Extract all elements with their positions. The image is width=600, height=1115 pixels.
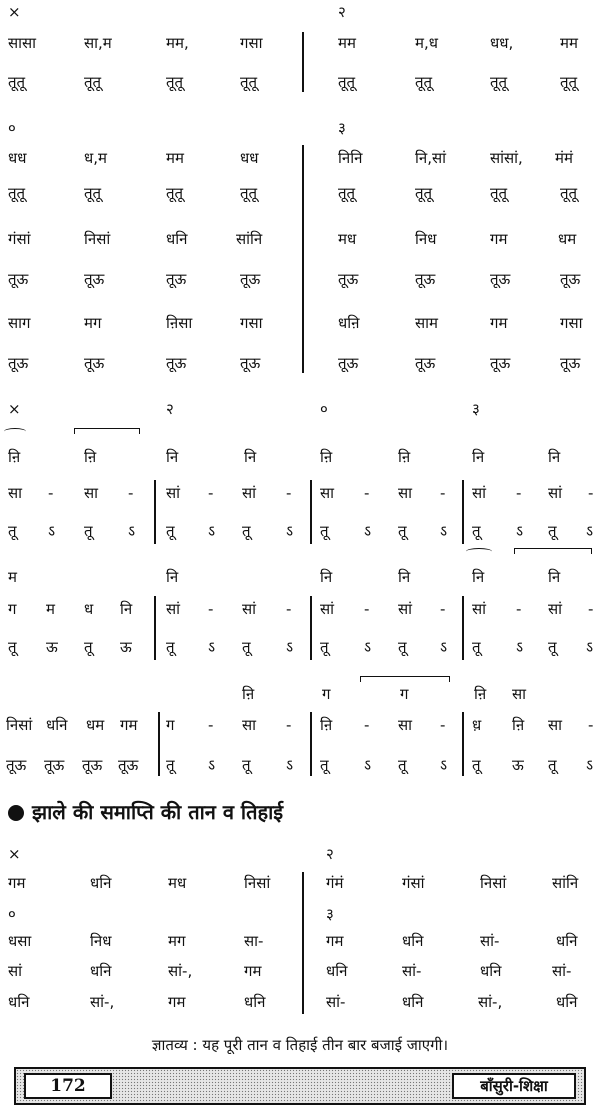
bol: तूतू bbox=[560, 184, 578, 202]
bol: तूऊ bbox=[415, 354, 436, 372]
swar: सां bbox=[242, 484, 257, 502]
swar: सां bbox=[398, 600, 413, 618]
bol: तूऊ bbox=[490, 354, 511, 372]
page-footer bbox=[14, 1067, 586, 1105]
swar: नि bbox=[548, 568, 561, 586]
swar: गसा bbox=[240, 314, 263, 332]
vibhag-divider bbox=[310, 596, 312, 660]
bol: तूऊ bbox=[240, 354, 261, 372]
swar: गम bbox=[168, 993, 186, 1011]
swar: साग bbox=[8, 314, 31, 332]
bol: तू bbox=[242, 638, 251, 656]
meend-arc bbox=[4, 428, 26, 435]
swar: सां- bbox=[552, 962, 572, 980]
swar: सां bbox=[548, 600, 563, 618]
swar: सां-, bbox=[168, 962, 193, 980]
bol: ऽ bbox=[286, 638, 294, 656]
bullet-icon bbox=[8, 805, 24, 821]
swar: सां bbox=[472, 600, 487, 618]
kan-bracket bbox=[514, 548, 592, 554]
bol: ऽ bbox=[440, 756, 448, 774]
notation-row bbox=[0, 484, 600, 504]
taal-marker: × bbox=[8, 3, 21, 21]
kan-bracket bbox=[74, 428, 140, 434]
bol: तू bbox=[84, 522, 93, 540]
bol: तू bbox=[8, 522, 17, 540]
swar: - bbox=[286, 484, 292, 502]
bol: तू bbox=[242, 522, 251, 540]
bol: तू bbox=[242, 756, 251, 774]
bol: तू bbox=[166, 756, 175, 774]
swar: धध bbox=[8, 149, 27, 167]
notation-row bbox=[0, 932, 600, 952]
bol: ऽ bbox=[286, 756, 294, 774]
swar: - bbox=[208, 484, 214, 502]
swar: - bbox=[286, 716, 292, 734]
swar: सा bbox=[242, 716, 257, 734]
bol: तूतू bbox=[240, 73, 258, 91]
bol: ऽ bbox=[364, 756, 372, 774]
swar: ग bbox=[400, 685, 409, 703]
bol: तू bbox=[398, 638, 407, 656]
swar: धनि bbox=[46, 716, 68, 734]
swar: सांनि bbox=[552, 874, 579, 892]
bol: तू bbox=[8, 638, 17, 656]
swar: सां bbox=[472, 484, 487, 502]
swar: मध bbox=[168, 874, 187, 892]
vibhag-divider bbox=[310, 480, 312, 544]
swar: सां-, bbox=[478, 993, 503, 1011]
swar: ऩि bbox=[398, 448, 411, 466]
swar: गम bbox=[490, 230, 508, 248]
swar: - bbox=[364, 716, 370, 734]
swar: नि bbox=[320, 568, 333, 586]
notation-row bbox=[0, 962, 600, 982]
swar: गसा bbox=[560, 314, 583, 332]
vibhag-divider bbox=[302, 32, 304, 92]
bol: तूतू bbox=[560, 73, 578, 91]
section-heading bbox=[8, 798, 283, 825]
bol: तू bbox=[166, 638, 175, 656]
swar: ऩि bbox=[474, 685, 487, 703]
swar: ग bbox=[166, 716, 175, 734]
bol: तूऊ bbox=[338, 270, 359, 288]
bol: तूऊ bbox=[8, 270, 29, 288]
notation-row bbox=[0, 314, 600, 334]
bol: तूऊ bbox=[560, 354, 581, 372]
swar: गसा bbox=[240, 34, 263, 52]
swar: - bbox=[588, 600, 594, 618]
bol: ऽ bbox=[208, 522, 216, 540]
vibhag-divider bbox=[302, 872, 304, 1014]
page-number: 172 bbox=[24, 1073, 112, 1099]
bol: तू bbox=[398, 756, 407, 774]
notation-row bbox=[0, 230, 600, 250]
bol: ऽ bbox=[516, 522, 524, 540]
vibhag-divider bbox=[462, 480, 464, 544]
bol-row bbox=[0, 73, 600, 93]
swar: नि bbox=[548, 448, 561, 466]
vibhag-divider bbox=[154, 480, 156, 544]
taal-marker: ३ bbox=[326, 905, 334, 923]
swar: सां bbox=[166, 484, 181, 502]
bol: तू bbox=[548, 756, 557, 774]
book-title: बाँसुरी-शिक्षा bbox=[452, 1073, 576, 1099]
swar: गम bbox=[326, 932, 344, 950]
taal-marker: × bbox=[8, 400, 21, 418]
notation-row bbox=[0, 600, 600, 620]
swar: सां- bbox=[326, 993, 346, 1011]
bol: ऽ bbox=[364, 522, 372, 540]
bol: तूऊ bbox=[118, 756, 139, 774]
bol: तूतू bbox=[415, 73, 433, 91]
swar: सा bbox=[84, 484, 99, 502]
swar: ग bbox=[8, 600, 17, 618]
swar: - bbox=[286, 600, 292, 618]
swar: ध़ bbox=[472, 716, 482, 734]
swar: धम bbox=[86, 716, 105, 734]
swar: सा bbox=[320, 484, 335, 502]
bol-row bbox=[0, 270, 600, 290]
swar: धम bbox=[558, 230, 577, 248]
swar: गम bbox=[8, 874, 26, 892]
bol: ऽ bbox=[586, 522, 594, 540]
bol: ऽ bbox=[128, 522, 136, 540]
swar: धनि bbox=[402, 932, 424, 950]
swar: सासा bbox=[8, 34, 37, 52]
upper-swar-row bbox=[0, 448, 600, 468]
bol: ऽ bbox=[586, 638, 594, 656]
taal-marker: ० bbox=[8, 905, 16, 923]
bol: तू bbox=[548, 638, 557, 656]
notation-row bbox=[0, 34, 600, 54]
bol-row bbox=[0, 756, 600, 776]
swar: धनि bbox=[166, 230, 188, 248]
swar: ऩि bbox=[84, 448, 97, 466]
swar: मध bbox=[338, 230, 357, 248]
swar: नि bbox=[472, 448, 485, 466]
swar: साम bbox=[415, 314, 438, 332]
swar: सा bbox=[512, 685, 527, 703]
swar: धनि bbox=[480, 962, 502, 980]
bol: ऽ bbox=[208, 756, 216, 774]
swar: सां- bbox=[402, 962, 422, 980]
swar: - bbox=[516, 484, 522, 502]
bol: तू bbox=[84, 638, 93, 656]
bol: ऊ bbox=[512, 756, 524, 774]
swar: धनि bbox=[90, 874, 112, 892]
swar: - bbox=[440, 484, 446, 502]
bol: तूतू bbox=[338, 73, 356, 91]
bol: ऽ bbox=[516, 638, 524, 656]
bol: तूतू bbox=[84, 73, 102, 91]
swar: धध, bbox=[490, 34, 514, 52]
bol: तूऊ bbox=[338, 354, 359, 372]
swar: मम, bbox=[166, 34, 189, 52]
notation-row bbox=[0, 993, 600, 1013]
swar: मग bbox=[84, 314, 102, 332]
swar: धनि bbox=[556, 993, 578, 1011]
swar: मम bbox=[166, 149, 184, 167]
bol: ऽ bbox=[440, 522, 448, 540]
swar: सा bbox=[398, 716, 413, 734]
bol: तू bbox=[472, 638, 481, 656]
swar: नि bbox=[244, 448, 257, 466]
swar: सा,म bbox=[84, 34, 112, 52]
swar: - bbox=[48, 484, 54, 502]
bol: तूऊ bbox=[166, 354, 187, 372]
swar: सा- bbox=[244, 932, 264, 950]
taal-marker: २ bbox=[338, 3, 346, 21]
swar: निध bbox=[90, 932, 112, 950]
meend-arc bbox=[466, 548, 492, 555]
bol-row bbox=[0, 522, 600, 542]
swar: नि bbox=[166, 568, 179, 586]
bol: तूऊ bbox=[560, 270, 581, 288]
swar: धनि bbox=[244, 993, 266, 1011]
bol: तूतू bbox=[8, 184, 26, 202]
swar: म bbox=[46, 600, 55, 618]
bol: तूतू bbox=[240, 184, 258, 202]
bol: तूऊ bbox=[240, 270, 261, 288]
swar: धध bbox=[240, 149, 259, 167]
notation-row bbox=[0, 874, 600, 894]
swar: ग bbox=[322, 685, 331, 703]
swar: - bbox=[364, 600, 370, 618]
bol: तूऊ bbox=[82, 756, 103, 774]
bol: ऽ bbox=[48, 522, 56, 540]
notation-row bbox=[0, 149, 600, 169]
swar: सांसां, bbox=[490, 149, 523, 167]
vibhag-divider bbox=[462, 596, 464, 660]
swar: गंमं bbox=[326, 874, 344, 892]
swar: निसां bbox=[6, 716, 33, 734]
bol: तूऊ bbox=[8, 354, 29, 372]
bol: तूऊ bbox=[415, 270, 436, 288]
swar: धनि bbox=[556, 932, 578, 950]
taal-marker: २ bbox=[326, 845, 334, 863]
taal-marker: ० bbox=[8, 119, 16, 137]
vibhag-divider bbox=[310, 712, 312, 776]
swar: सा bbox=[548, 716, 563, 734]
swar: गंसां bbox=[402, 874, 425, 892]
swar: सा bbox=[398, 484, 413, 502]
bol-row bbox=[0, 354, 600, 374]
swar: - bbox=[440, 716, 446, 734]
swar: सां bbox=[166, 600, 181, 618]
bol: ऽ bbox=[286, 522, 294, 540]
bol: ऽ bbox=[586, 756, 594, 774]
swar: सां bbox=[8, 962, 23, 980]
bol: तूऊ bbox=[166, 270, 187, 288]
bol: तू bbox=[398, 522, 407, 540]
swar: गम bbox=[244, 962, 262, 980]
swar: - bbox=[208, 716, 214, 734]
taal-marker: × bbox=[8, 845, 21, 863]
bol: ऊ bbox=[120, 638, 132, 656]
swar: सां bbox=[320, 600, 335, 618]
swar: सां bbox=[548, 484, 563, 502]
bol: तूऊ bbox=[6, 756, 27, 774]
bol: तू bbox=[320, 638, 329, 656]
bol: तूतू bbox=[338, 184, 356, 202]
bol: ऽ bbox=[364, 638, 372, 656]
swar: म bbox=[8, 568, 17, 586]
swar: नि,सां bbox=[415, 149, 447, 167]
bol: तूतू bbox=[166, 184, 184, 202]
footnote: ज्ञातव्य : यह पूरी तान व तिहाई तीन बार बजाई जाएगी। bbox=[151, 1036, 449, 1054]
swar: सां bbox=[242, 600, 257, 618]
vibhag-divider bbox=[154, 596, 156, 660]
swar: मम bbox=[338, 34, 356, 52]
kan-bracket bbox=[360, 676, 450, 682]
swar: धनि bbox=[402, 993, 424, 1011]
section-heading-text: झाले की समाप्ति की तान व तिहाई bbox=[32, 800, 284, 824]
swar: धनि bbox=[326, 962, 348, 980]
swar: धऩि bbox=[338, 314, 360, 332]
swar: निसां bbox=[84, 230, 111, 248]
swar: नि bbox=[398, 568, 411, 586]
swar: - bbox=[588, 484, 594, 502]
swar: मग bbox=[168, 932, 186, 950]
bol: तूतू bbox=[415, 184, 433, 202]
swar: ध,म bbox=[84, 149, 107, 167]
upper-swar-row bbox=[0, 685, 600, 705]
bol: तू bbox=[320, 522, 329, 540]
swar: मंमं bbox=[555, 149, 573, 167]
swar: ऩिसा bbox=[166, 314, 193, 332]
swar: - bbox=[364, 484, 370, 502]
bol: तू bbox=[548, 522, 557, 540]
swar: नि bbox=[472, 568, 485, 586]
bol: तू bbox=[166, 522, 175, 540]
swar: - bbox=[440, 600, 446, 618]
bol: तूतू bbox=[8, 73, 26, 91]
taal-marker: ३ bbox=[338, 119, 346, 137]
swar: निध bbox=[415, 230, 437, 248]
bol-row bbox=[0, 184, 600, 204]
bol: तू bbox=[472, 756, 481, 774]
vibhag-divider bbox=[158, 712, 160, 776]
swar: निनि bbox=[338, 149, 363, 167]
swar: धनि bbox=[90, 962, 112, 980]
swar: सां-, bbox=[90, 993, 115, 1011]
swar: गम bbox=[490, 314, 508, 332]
swar: ऩि bbox=[320, 716, 333, 734]
swar: - bbox=[208, 600, 214, 618]
upper-swar-row bbox=[0, 568, 600, 588]
bol: तूऊ bbox=[490, 270, 511, 288]
swar: ऩि bbox=[512, 716, 525, 734]
swar: ऩि bbox=[320, 448, 333, 466]
vibhag-divider bbox=[462, 712, 464, 776]
taal-marker: ३ bbox=[472, 400, 480, 418]
swar: नि bbox=[166, 448, 179, 466]
bol: तू bbox=[472, 522, 481, 540]
swar: मम bbox=[560, 34, 578, 52]
swar: धसा bbox=[8, 932, 32, 950]
swar: - bbox=[588, 716, 594, 734]
bol: तूतू bbox=[490, 73, 508, 91]
bol: तूऊ bbox=[44, 756, 65, 774]
bol: तू bbox=[320, 756, 329, 774]
bol: तूतू bbox=[490, 184, 508, 202]
swar: सा bbox=[8, 484, 23, 502]
bol: ऊ bbox=[46, 638, 58, 656]
bol: ऽ bbox=[208, 638, 216, 656]
swar: सांनि bbox=[236, 230, 263, 248]
notation-row bbox=[0, 716, 600, 736]
swar: निसां bbox=[244, 874, 271, 892]
bol-row bbox=[0, 638, 600, 658]
taal-marker: २ bbox=[166, 400, 174, 418]
bol: ऽ bbox=[440, 638, 448, 656]
swar: गंसां bbox=[8, 230, 31, 248]
swar: - bbox=[128, 484, 134, 502]
bol: तूऊ bbox=[84, 270, 105, 288]
swar: ऩि bbox=[8, 448, 21, 466]
taal-marker: ० bbox=[320, 400, 328, 418]
bol: तूतू bbox=[84, 184, 102, 202]
swar: नि bbox=[120, 600, 133, 618]
swar: गम bbox=[120, 716, 138, 734]
bol: तूऊ bbox=[84, 354, 105, 372]
swar: ऩि bbox=[242, 685, 255, 703]
bol: तूतू bbox=[166, 73, 184, 91]
swar: म,ध bbox=[415, 34, 438, 52]
swar: धनि bbox=[8, 993, 30, 1011]
swar: - bbox=[516, 600, 522, 618]
swar: निसां bbox=[480, 874, 507, 892]
swar: ध bbox=[84, 600, 94, 618]
vibhag-divider bbox=[302, 145, 304, 373]
swar: सां- bbox=[480, 932, 500, 950]
